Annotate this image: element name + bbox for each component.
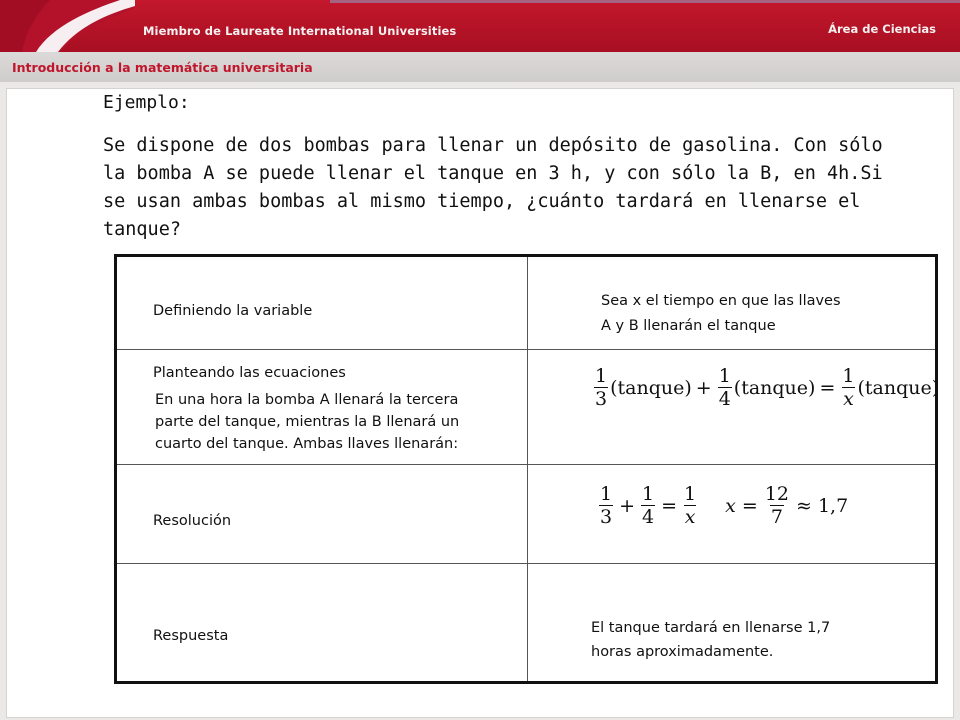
- fraction: $\frac{1}{3}$: [600, 483, 613, 528]
- course-title: Introducción a la matemática universitaria: [12, 60, 313, 75]
- fraction: $\frac{1}{x}$: [684, 483, 697, 528]
- row-label-answer: Respuesta: [153, 628, 229, 644]
- fraction: $\frac{1}{4}$: [718, 365, 731, 410]
- variable-definition-line: A y B llenarán el tanque: [601, 318, 776, 334]
- equals-sign: =: [661, 494, 678, 517]
- equals-sign: =: [819, 376, 836, 399]
- fraction: $\frac{12}{7}$: [764, 483, 789, 528]
- row-label-resolution: Resolución: [153, 513, 232, 529]
- row-divider: [117, 563, 935, 564]
- row-label-equations: Planteando las ecuaciones: [153, 365, 346, 381]
- header-accent-line: [330, 0, 960, 3]
- answer-line: El tanque tardará en llenarse 1,7: [591, 620, 831, 636]
- problem-statement: Se dispone de dos bombas para llenar un depósito de gasolina. Con sólo la bomba A se puede llenar el tanque en 3 h, y con sólo la B, en 4h.Si se usan ambas bombas al mismo tiempo, ¿cuánto tardará en llenarse el tanque?: [103, 135, 883, 240]
- fraction: $\frac{1}{x}$: [842, 365, 855, 410]
- fraction: $\frac{1}{4}$: [642, 483, 655, 528]
- setup-equation: [592, 365, 939, 410]
- plus-sign: +: [695, 376, 712, 399]
- solution-table: [114, 254, 938, 684]
- site-header: [0, 0, 960, 52]
- resolution-equation: [597, 483, 852, 528]
- row-divider: [117, 464, 935, 465]
- row-divider: [117, 349, 935, 350]
- approx-result: ≈ 1,7: [796, 494, 849, 517]
- equation-note-line: parte del tanque, mientras la B llenará un: [155, 414, 460, 430]
- plus-sign: +: [619, 494, 636, 517]
- equation-note-line: cuarto del tanque. Ambas llaves llenarán:: [155, 436, 459, 452]
- column-divider: [527, 257, 528, 681]
- equation-note-line: En una hora la bomba A llenará la tercera: [155, 392, 459, 408]
- course-bar: [0, 52, 960, 82]
- tanque-term: (tanque): [733, 376, 816, 399]
- member-text: Miembro de Laureate International Universities: [143, 24, 457, 38]
- fraction: $\frac{1}{3}$: [595, 365, 608, 410]
- x-equals: x =: [725, 494, 758, 517]
- tanque-term: (tanque): [857, 376, 940, 399]
- answer-line: horas aproximadamente.: [591, 644, 774, 660]
- area-text: Área de Ciencias: [828, 22, 936, 36]
- row-label-variable: Definiendo la variable: [153, 303, 313, 319]
- university-logo-icon: [0, 0, 135, 52]
- tanque-term: (tanque): [610, 376, 692, 399]
- example-label: Ejemplo:: [103, 92, 190, 113]
- variable-definition-line: Sea x el tiempo en que las llaves: [601, 293, 841, 309]
